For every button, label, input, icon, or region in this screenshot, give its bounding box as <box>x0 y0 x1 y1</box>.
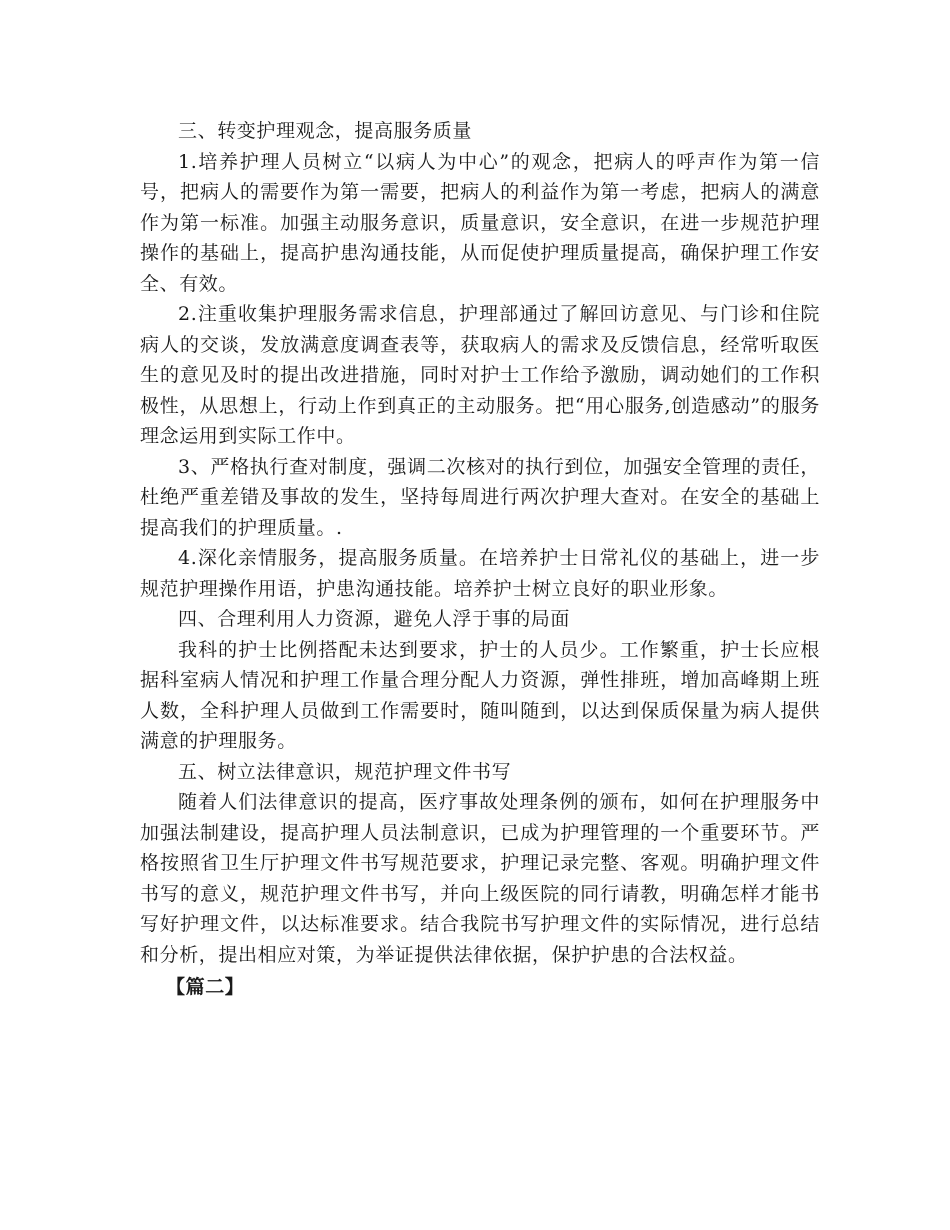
section-heading-5: 五、树立法律意识，规范护理文件书写 <box>178 760 512 783</box>
paragraph-3: 3、严格执行查对制度，强调二次核对的执行到位，加强安全管理的责任，杜绝严重差错及事故的发生，坚持每周进行两次护理大查对。在安全的基础上提高我们的护理质量。. <box>140 455 820 539</box>
paragraph-4: 4.深化亲情服务，提高服务质量。在培养护士日常礼仪的基础上，进一步规范护理操作用语，护患沟通技能。培养护士树立良好的职业形象。 <box>140 547 820 600</box>
document-body <box>140 116 820 1003</box>
section-heading-4: 四、合理利用人力资源，避免人浮于事的局面 <box>178 608 571 630</box>
section-tag-part-two: 【篇二】 <box>166 976 245 998</box>
paragraph-6: 随着人们法律意识的提高，医疗事故处理条例的颁布，如何在护理服务中加强法制建设，提高护理人员法制意识，已成为护理管理的一个重要环节。严格按照省卫生厅护理文件书写规范要求，护理记录完整、客观。明确护理文件书写的意义，规范护理文件书写，并向上级医院的同行请教，明确怎样才能书写好护理文件，以达标准要求。结合我院书写护理文件的实际情况，进行总结和分析，提出相应对策，为举证提供法律依据，保护护患的合法权益。 <box>140 791 820 966</box>
section-heading-3: 三、转变护理观念，提高服务质量 <box>178 120 473 142</box>
paragraph-2: 2.注重收集护理服务需求信息，护理部通过了解回访意见、与门诊和住院病人的交谈，发放满意度调查表等，获取病人的需求及反馈信息，经常听取医生的意见及时的提出改进措施，同时对护士工作给予激励，调动她们的工作积极性，从思想上，行动上作到真正的主动服务。把“用心服务,创造感动”的服务理念运用到实际工作中。 <box>140 303 820 447</box>
paragraph-5: 我科的护士比例搭配未达到要求，护士的人员少。工作繁重，护士长应根据科室病人情况和护理工作量合理分配人力资源，弹性排班，增加高峰期上班人数，全科护理人员做到工作需要时，随叫随到，以达到保质保量为病人提供满意的护理服务。 <box>140 638 820 752</box>
paragraph-1: 1.培养护理人员树立“以病人为中心”的观念，把病人的呼声作为第一信号，把病人的需要作为第一需要，把病人的利益作为第一考虑，把病人的满意作为第一标准。加强主动服务意识，质量意识，安全意识，在进一步规范护理操作的基础上，提高护患沟通技能，从而促使护理质量提高，确保护理工作安全、有效。 <box>140 150 820 295</box>
